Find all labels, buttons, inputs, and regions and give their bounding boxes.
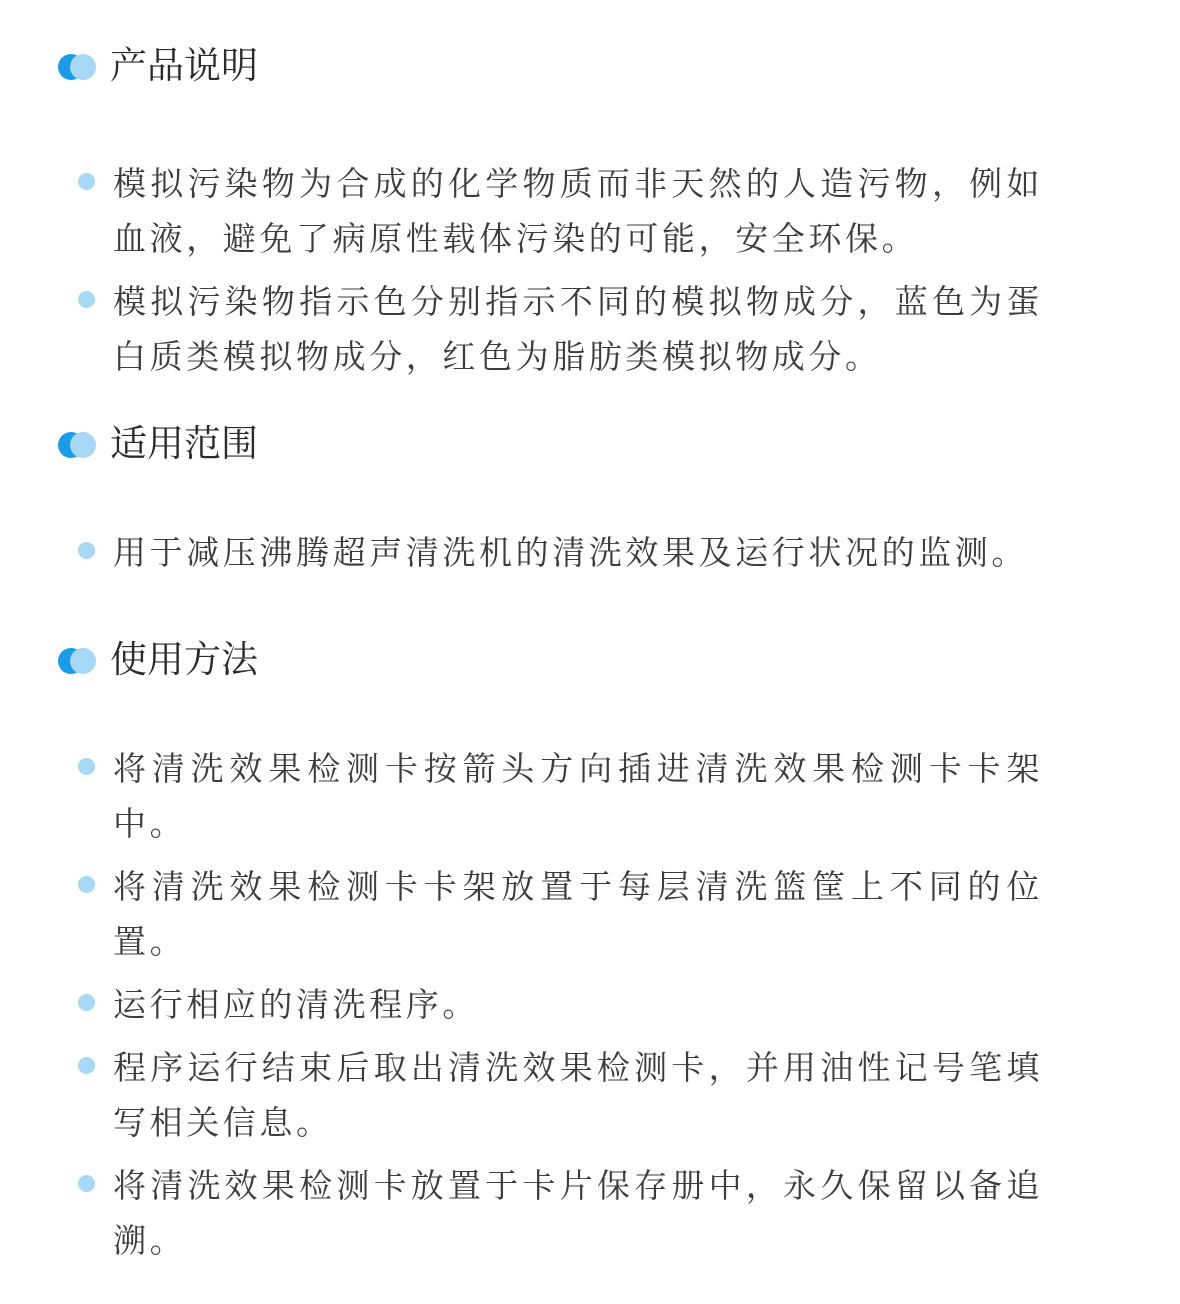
list-item-text: 用于减压沸腾超声清洗机的清洗效果及运行状况的监测。 [113,533,1028,572]
list-item-text: 将清洗效果检测卡放置于卡片保存册中，永久保留以备追溯。 [113,1166,1043,1260]
bullet-dot-icon [78,291,95,308]
bullet-dot-icon [78,173,95,190]
list-item [0,1040,1043,1150]
section-title: 产品说明 [110,44,258,87]
list-item [0,859,1043,969]
section-usage-method [0,636,1180,1268]
bullet-dot-icon [78,1057,95,1074]
double-circle-icon [58,648,96,674]
bullet-dot-icon [78,542,95,559]
bullet-dot-icon [78,758,95,775]
bullet-list [0,741,1180,1268]
list-item-text: 模拟污染物为合成的化学物质而非天然的人造污物，例如血液，避免了病原性载体污染的可能，安全环保。 [113,164,1043,258]
list-item [0,1158,1043,1268]
section-header [0,420,1180,468]
section-product-description [0,42,1180,384]
section-title: 使用方法 [110,638,258,681]
list-item [0,741,1043,851]
list-item-text: 将清洗效果检测卡按箭头方向插进清洗效果检测卡卡架中。 [113,749,1043,843]
list-item-text: 运行相应的清洗程序。 [113,985,479,1024]
list-item [0,977,1043,1032]
bullet-dot-icon [78,876,95,893]
list-item [0,525,1043,580]
section-application-scope [0,420,1180,580]
section-title: 适用范围 [110,422,258,465]
section-header [0,636,1180,684]
list-item-text: 程序运行结束后取出清洗效果检测卡，并用油性记号笔填写相关信息。 [113,1048,1043,1142]
section-header [0,42,1180,90]
list-item [0,156,1043,266]
bullet-dot-icon [78,1175,95,1192]
bullet-list [0,525,1180,580]
list-item-text: 将清洗效果检测卡卡架放置于每层清洗篮筐上不同的位置。 [113,867,1043,961]
double-circle-icon [58,432,96,458]
list-item-text: 模拟污染物指示色分别指示不同的模拟物成分，蓝色为蛋白质类模拟物成分，红色为脂肪类模拟物成分。 [113,282,1043,376]
double-circle-icon [58,54,96,80]
bullet-list [0,156,1180,384]
list-item [0,274,1043,384]
bullet-dot-icon [78,994,95,1011]
